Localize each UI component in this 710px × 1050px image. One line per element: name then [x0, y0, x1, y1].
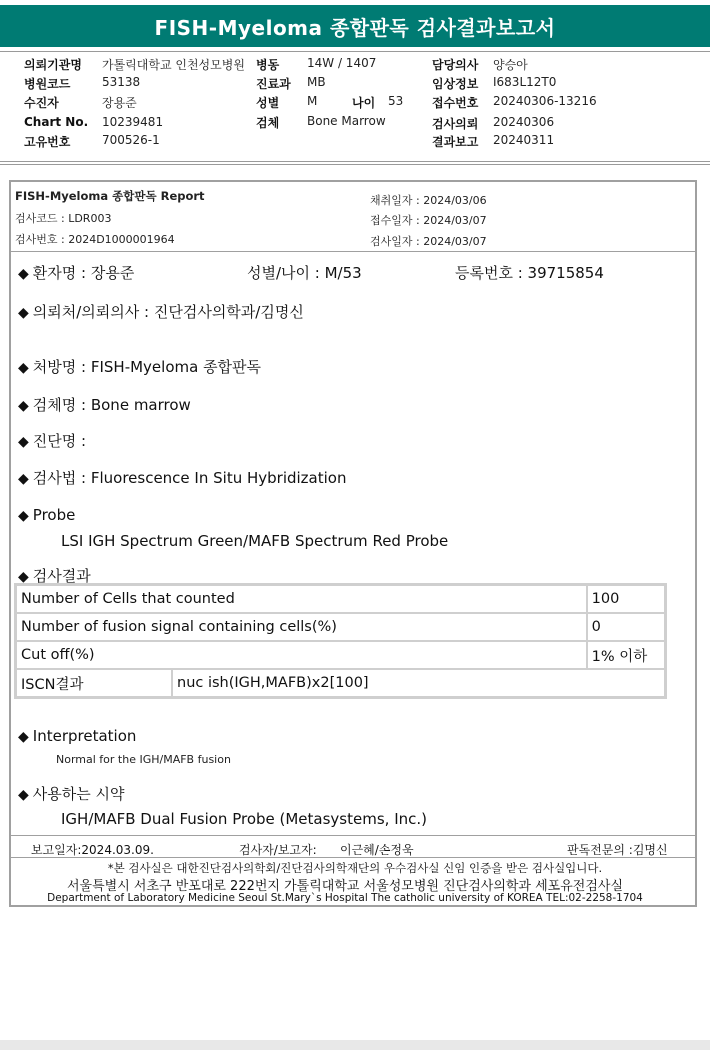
header-divider-top	[0, 51, 710, 52]
header-label: 접수번호	[432, 96, 479, 110]
report-divider	[11, 251, 695, 252]
diamond-bullet-icon: ◆	[18, 787, 29, 803]
report-subtitle: FISH-Myeloma 종합판독 Report	[15, 189, 205, 203]
header-label: 성별	[256, 96, 280, 110]
result-label: Number of fusion signal containing cells(%)	[16, 613, 587, 641]
header-field	[432, 133, 632, 151]
header-column-3	[432, 56, 632, 156]
registration-number: 등록번호 : 39715854	[455, 264, 604, 282]
table-row	[16, 585, 666, 614]
diamond-bullet-icon: ◆	[18, 434, 29, 450]
result-value: 100	[587, 585, 666, 614]
examiner-names: 이근혜/손정욱	[340, 843, 414, 857]
header-label: Chart No.	[24, 115, 89, 129]
referrer: 의뢰처/의뢰의사 : 진단검사의학과/김명신	[32, 303, 304, 321]
header-label: 결과보고	[432, 135, 479, 149]
header-value: 53138	[102, 75, 141, 89]
receive-date: 접수일자 : 2024/03/07	[370, 214, 487, 227]
header-field	[432, 56, 632, 74]
header-value: 장용준	[102, 96, 137, 110]
diamond-bullet-icon: ◆	[18, 305, 29, 321]
certification-note: *본 검사실은 대한진단검사의학회/진단검사의학재단의 우수검사실 신임 인증을 받은 검사실입니다.	[107, 861, 603, 875]
probe-value: LSI IGH Spectrum Green/MAFB Spectrum Red Probe	[61, 532, 449, 550]
result-value: 0	[587, 613, 666, 641]
results-table	[14, 583, 667, 699]
header-field	[24, 133, 254, 151]
table-row	[16, 641, 666, 669]
specimen-row	[18, 394, 191, 415]
header-field	[24, 75, 254, 93]
header-value: 10239481	[102, 115, 164, 129]
header-value: 20240311	[493, 133, 555, 147]
table-row	[16, 613, 666, 641]
reagent-heading: 사용하는 시약	[32, 785, 125, 803]
interpretation-heading-row	[18, 727, 136, 745]
header-divider-bottom-2	[0, 164, 710, 165]
header-field	[256, 75, 426, 93]
header-label: 고유번호	[24, 135, 71, 149]
examiner-label: 검사자/보고자:	[239, 843, 317, 857]
prescription-row	[18, 356, 261, 377]
header-value: 53	[388, 94, 404, 108]
diamond-bullet-icon: ◆	[18, 508, 29, 524]
header-column-1	[24, 56, 254, 156]
header-value: 700526-1	[102, 133, 160, 147]
collect-date: 채취일자 : 2024/03/06	[370, 194, 487, 207]
iscn-label: ISCN결과	[16, 669, 173, 698]
method: 검사법 : Fluorescence In Situ Hybridization	[32, 469, 347, 487]
iscn-value: nuc ish(IGH,MAFB)x2[100]	[172, 669, 666, 698]
patient-row	[18, 262, 134, 283]
header-field	[256, 56, 426, 74]
test-code: 검사코드 : LDR003	[15, 212, 112, 225]
header-field	[24, 94, 254, 112]
method-row	[18, 467, 346, 488]
header-divider-bottom	[0, 161, 710, 162]
header-value: 양승아	[493, 58, 528, 72]
result-label: Cut off(%)	[16, 641, 587, 669]
department-info: Department of Laboratory Medicine Seoul St.Mary`s Hospital The catholic university of KOREA TEL:02-2258-1704	[47, 892, 643, 904]
diamond-bullet-icon: ◆	[18, 360, 29, 376]
reagent-value: IGH/MAFB Dual Fusion Probe (Metasystems, Inc.)	[61, 810, 427, 828]
header-value: M	[307, 94, 318, 108]
header-value: 가톨릭대학교 인천성모병원	[102, 58, 245, 72]
header-label: 병동	[256, 58, 280, 72]
header-field	[432, 94, 632, 112]
table-row	[16, 669, 666, 698]
header-field	[256, 94, 426, 112]
prescription: 처방명 : FISH-Myeloma 종합판독	[32, 358, 262, 376]
header-label: 의뢰기관명	[24, 58, 82, 72]
header-label: 병원코드	[24, 77, 71, 91]
patient-name: 환자명 : 장용준	[32, 264, 135, 282]
diamond-bullet-icon: ◆	[18, 569, 29, 585]
header-field	[24, 56, 254, 74]
report-date: 보고일자:2024.03.09.	[31, 843, 154, 857]
specialist: 판독전문의 :김명신	[567, 843, 668, 857]
header-label: 임상정보	[432, 77, 479, 91]
footer-divider-2	[11, 857, 695, 858]
bottom-strip	[0, 1040, 710, 1050]
reagent-heading-row	[18, 783, 125, 804]
probe-heading-row	[18, 506, 75, 524]
header-label: 담당의사	[432, 58, 479, 72]
result-label: Number of Cells that counted	[16, 585, 587, 614]
header-column-2	[256, 56, 426, 156]
specimen: 검체명 : Bone marrow	[32, 396, 191, 414]
test-number: 검사번호 : 2024D1000001964	[15, 233, 175, 246]
probe-heading: Probe	[32, 506, 76, 524]
header-label: 수진자	[24, 96, 59, 110]
header-field	[24, 115, 254, 133]
diamond-bullet-icon: ◆	[18, 266, 29, 282]
header-label: 검사의뢰	[432, 117, 479, 131]
header-value: 14W / 1407	[307, 56, 377, 70]
footer-divider	[11, 835, 695, 836]
header-field	[432, 115, 632, 133]
report-title: FISH-Myeloma 종합판독 검사결과보고서	[0, 5, 710, 47]
header-value: 20240306	[493, 115, 555, 129]
exam-date: 검사일자 : 2024/03/07	[370, 235, 487, 248]
interpretation-heading: Interpretation	[32, 727, 137, 745]
diagnosis: 진단명 :	[32, 432, 87, 450]
diamond-bullet-icon: ◆	[18, 729, 29, 745]
interpretation-value: Normal for the IGH/MAFB fusion	[56, 753, 231, 766]
result-heading: 검사결과	[32, 567, 91, 585]
header-value: MB	[307, 75, 326, 89]
header-value: I683L12T0	[493, 75, 557, 89]
referrer-row	[18, 301, 304, 322]
header-field	[256, 114, 426, 132]
result-value: 1% 이하	[587, 641, 666, 669]
header-value: Bone Marrow	[307, 114, 386, 128]
diagnosis-row	[18, 430, 86, 451]
header-label: 나이	[352, 96, 376, 110]
header-field	[432, 75, 632, 93]
header-label: 진료과	[256, 77, 291, 91]
sex-age: 성별/나이 : M/53	[247, 264, 362, 282]
lab-address: 서울특별시 서초구 반포대로 222번지 가톨릭대학교 서울성모병원 진단검사의학과 세포유전검사실	[66, 879, 624, 894]
header-value: 20240306-13216	[493, 94, 597, 108]
header-label: 검체	[256, 116, 280, 130]
diamond-bullet-icon: ◆	[18, 471, 29, 487]
diamond-bullet-icon: ◆	[18, 398, 29, 414]
